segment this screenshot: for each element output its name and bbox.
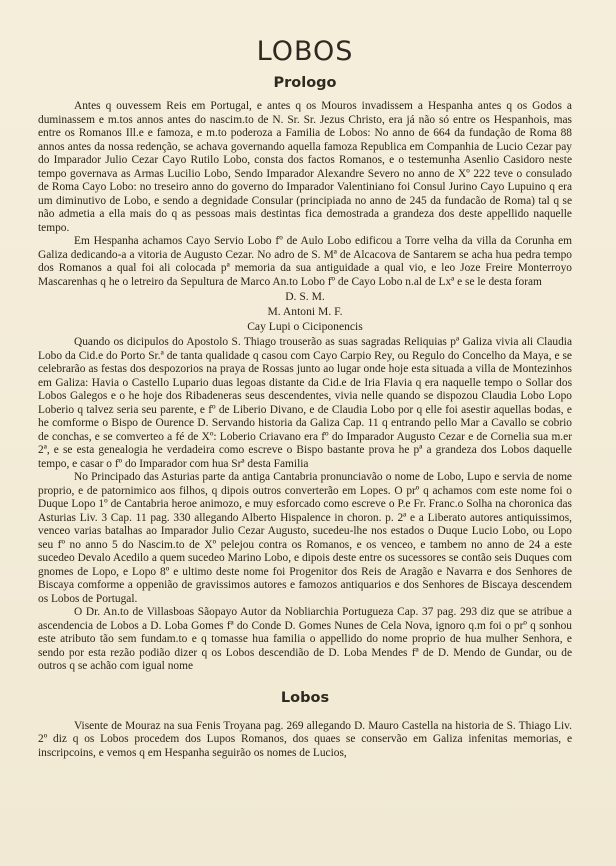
- inscription: [38, 289, 572, 334]
- inscription-line: M. Antoni M. F.: [267, 305, 343, 318]
- paragraph: Quando os dicipulos do Apostolo S. Thiago trouserão as suas sagradas Reliquias pª Galiza vivia ali Claudia Lobo da Cid.e do Porto Sr.ª de tanta qualidade q casou com Cayo Carpio Rey, ou Regulo do Concelho da Maya, e se celebrarão as festas dos despozorios na praya de Rossas junto ao lugar onde hoje esta situada a villa de Montezinhos em Galiza: Havia o Castello Lupario duas legoas distante da Cid.e de Iria Flavia q era naquelle tempo o Sollar dos Lobos Galegos e o he hoje dos Ribadeneras seus descendentes, vivia nelle quando se dispozou Claudia Lobo Lopo Loberio q talvez seria seu parente, e fº de Liberio Divano, e de Claudia Lobo por q elle foi asestir aquellas bodas, e he comforme o Bispo de Ourence D. Servando historia da Galiza Cap. 11 q entrando pello Mar a Cavallo se cobrio de conchas, e se comverteo a fé de Xº: Loberio Criavano era fº do Imparador Augusto Cezar e de Cornelia sua m.er 2ª, e se esta genealogia he verdadeira como escreve o Bispo bastante prova he pª a grandeza dos Lobos daquelle tempo, e casar o fº do Imparador com hua Srª desta Familia: [38, 336, 572, 470]
- paragraph: Antes q ouvessem Reis em Portugal, e antes q os Mouros invadissem a Hespanha antes q os Godos a duminassem e m.tos annos antes do nascim.to de N. Sr. Sr. Jezus Christo, era já não só entre os Hespanhois, mas entre os Romanos Ill.e e famoza, e m.to poderoza a Familia de Lobos: No anno de 664 da fundação de Roma 88 annos antes da nossa redenção, se achava governando aquella famoza Republica em Companhia de Lucio Cezar pay do Imparador Julio Cezar Cayo Rutilo Lobo, consta dos factos Romanos, e o testemunha Asenlio Casidoro neste tempo governava as Armas Lucilio Lobo, Sendo Imparador Alexandre Severo no anno de Xº 222 teve o consulado de Roma Cayo Lobo: no treseiro anno do governo do Imparador Valentiniano foi Consul Jurino Cayo Lupuino q era um diminutivo de Lobo, e sendo a degnidade Consular (principiada no anno de 245 da fundacão de Roma) tal q se não admetia a ella mais do q as pessoas mais destintas fica demostrada a grandeza dos deste appellido naquelle tempo.: [38, 100, 572, 234]
- page-title: LOBOS: [256, 36, 354, 67]
- inscription-line: Cay Lupi o Ciciponencis: [247, 320, 363, 333]
- paragraph: O Dr. An.to de Villasboas Sãopayo Autor da Nobliarchia Portugueza Cap. 37 pag. 293 diz que se atribue a ascendencia de Lobos a D. Loba Gomes fª do Conde D. Gomes Nunes de Cela Nova, ignoro q.m foi o prº q sonhou este atributo tão sem fundam.to e q tomasse hua familia o appellido do nome proprio de hua mulher Senhora, e sendo por esta rezão podião dizer q os Lobos descendião de D. Loba Mendes fª de D. Mendo de Gundar, ou de outros q se achão com igual nome: [38, 606, 572, 672]
- paragraph: Visente de Mouraz na sua Fenis Troyana pag. 269 allegando D. Mauro Castella na historia de S. Thiago Liv. 2º diz q os Lobos procedem dos Lupos Romanos, dos quaes se conservão em Galiza infenitas memorias, e inscripcoins, e vemos q em Hespanha seguirão os nomes de Lucios,: [38, 719, 572, 759]
- paragraph: Em Hespanha achamos Cayo Servio Lobo fº de Aulo Lobo edificou a Torre velha da villa da Corunha em Galiza dedicando-a a vitoria de Augusto Cezar. No adro de S. Mª de Alcacova de Santarem se acha hua pedra tempo dos Romanos a qual foi ali colocada pª memoria da sua antiguidade a qual vio, e leo Joze Freire Monterroyo Mascarenhas q he o letreiro da Sepultura de Marco An.to Lobo fº de Cayo Lobo n.al de Lxª e se le desta foram: [38, 235, 572, 288]
- section-heading: Lobos: [280, 689, 330, 706]
- inscription-line: D. S. M.: [285, 290, 325, 303]
- paragraph: No Principado das Asturias parte da antiga Cantabria pronunciavão o nome de Lobo, Lupo e servia de nome proprio, e de patornimico aos filhos, q dipois outros converterão em Lopes. O prº q achamos com este nome foi o Duque Lopo 1º de Cantabria heroe animozo, e muy esforcado como escreve o P.e Fr. Franc.o Solha na choronica das Asturias Liv. 3 Cap. 11 pag. 330 allegando Alberto Hispalence in choron. p. 2ª e a Liberato autores antiquissimos, venceo varias batalhas ao Imparador Julio Cezar Augusto, sucedeu-lhe nos estados o Duque Lucio Lobo, ou Lopo seu fº no anno 5 do Nascim.to de Xº pelejou contra os Romanos, e os venceo, e tambem no anno de 24 a este sucedeo Devalo Acedilo a quem sucedeo Marino Lobo, e dipois deste entre os sucessores se contão seis Duques com gnomes de Lopo, e Lopo 8º e ultimo deste nome foi Progenitor dos Reis de Aragão e Navarra e dos Senhores de Biscaya comforme a oppenião de gravissimos autores e famozos antiquarios e dos Senhores de Biscaya descendem os Lobos de Portugal.: [38, 471, 572, 605]
- prologue-heading: Prologo: [273, 75, 337, 91]
